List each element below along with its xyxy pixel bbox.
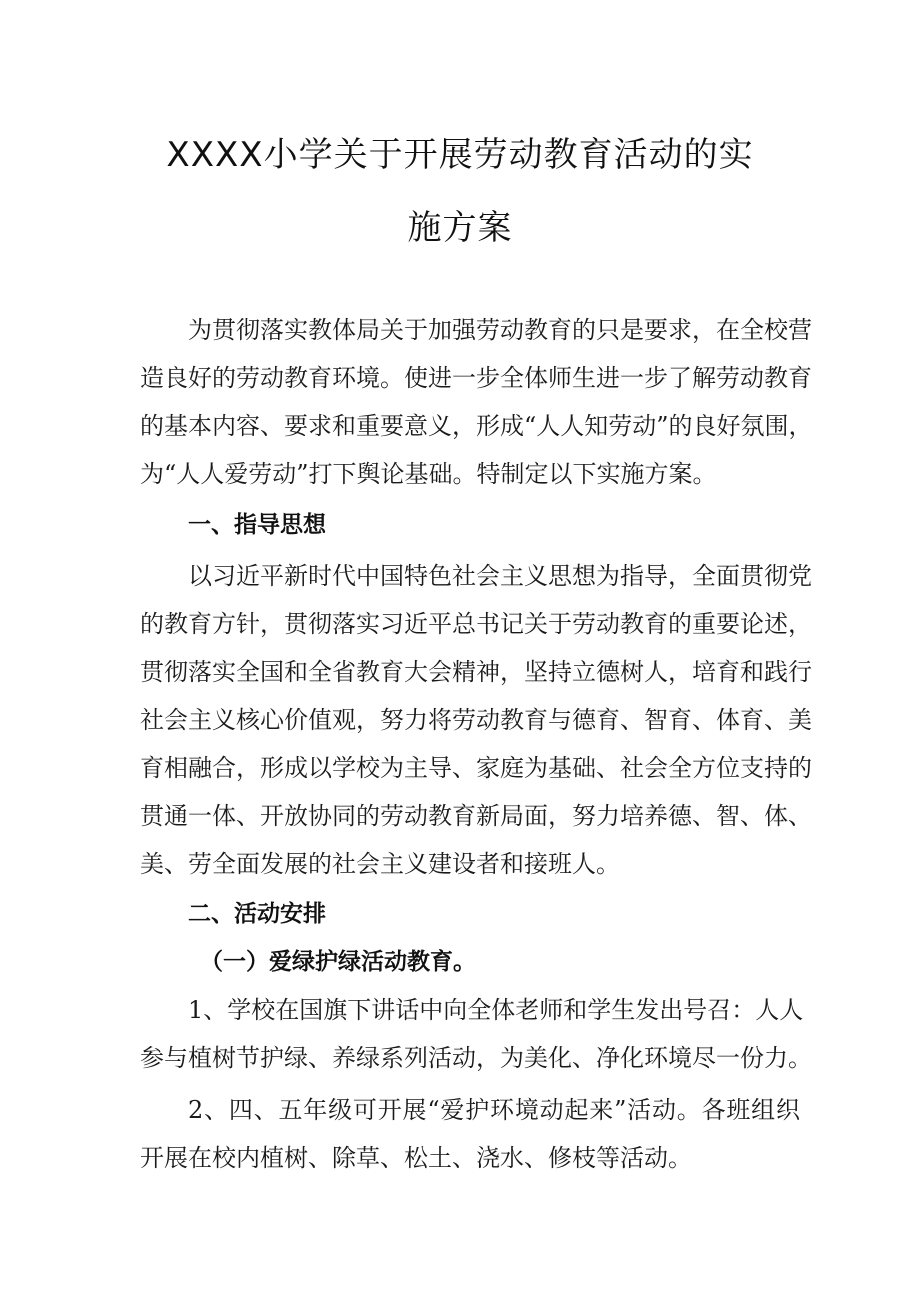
section-1-line: 美、劳全面发展的社会主义建设者和接班人。 (140, 850, 620, 878)
intro-line: 造良好的劳动教育环境。使进一步全体师生进一步了解劳动教育 (140, 364, 812, 392)
item-1-line: 参与植树节护绿、养绿系列活动，为美化、净化环境尽一份力。 (140, 1044, 812, 1072)
document-title-line-2: 施方案 (407, 208, 513, 248)
intro-line: 的基本内容、要求和重要意义，形成“人人知劳动”的良好氛围， (140, 412, 813, 440)
subsection-heading-green-care: （一）爱绿护绿活动教育。 (200, 949, 476, 975)
section-1-line: 以习近平新时代中国特色社会主义思想为指导，全面贯彻党 (188, 562, 812, 590)
section-1-line: 的教育方针，贯彻落实习近平总书记关于劳动教育的重要论述， (140, 610, 812, 638)
section-heading-activity-arrangement: 二、活动安排 (188, 901, 326, 927)
intro-line: 为贯彻落实教体局关于加强劳动教育的只是要求，在全校营 (188, 316, 812, 344)
item-2-line: 2、四、五年级可开展“爱护环境动起来”活动。各班组织 (188, 1096, 800, 1124)
section-1-line: 贯通一体、开放协同的劳动教育新局面，努力培养德、智、体、 (140, 802, 812, 830)
section-1-line: 社会主义核心价值观，努力将劳动教育与德育、智育、体育、美 (140, 706, 812, 734)
section-heading-guiding-ideology: 一、指导思想 (188, 512, 326, 538)
item-1-line: 1、学校在国旗下讲话中向全体老师和学生发出号召：人人 (188, 996, 804, 1024)
section-1-line: 贯彻落实全国和全省教育大会精神，坚持立德树人，培育和践行 (140, 658, 812, 686)
document-title-line-1: XXXX小学关于开展劳动教育活动的实 (166, 135, 754, 175)
item-2-line: 开展在校内植树、除草、松土、浇水、修枝等活动。 (140, 1144, 692, 1172)
section-1-line: 育相融合，形成以学校为主导、家庭为基础、社会全方位支持的 (140, 754, 812, 782)
intro-line: 为“人人爱劳动”打下舆论基础。特制定以下实施方案。 (140, 460, 717, 488)
